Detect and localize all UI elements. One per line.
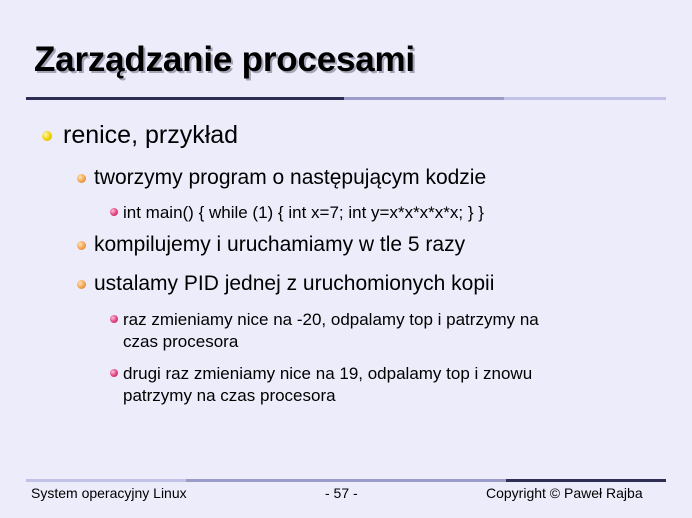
bullet-level3: drugi raz zmieniamy nice na 19, odpalamy top i znowu <box>123 364 533 383</box>
title-underline-light <box>504 97 666 100</box>
bullet-dot-icon <box>110 208 118 216</box>
bullet-dot-icon <box>42 131 52 141</box>
bullet-level3: int main() { while (1) { int x=7; int y=x*x*x*x*x; } } <box>123 203 484 222</box>
bullet-level3: raz zmieniamy nice na -20, odpalamy top i patrzymy na <box>123 310 539 329</box>
bullet-level2: kompilujemy i uruchamiamy w tle 5 razy <box>94 233 466 256</box>
title-underline-mid <box>344 97 504 100</box>
footer-page-number: - 57 - <box>325 485 358 501</box>
bullet-level2: tworzymy program o następującym kodzie <box>94 166 487 189</box>
footer-course: System operacyjny Linux <box>31 485 187 501</box>
bullet-level3-continuation: czas procesora <box>123 332 239 351</box>
bullet-dot-icon <box>77 280 86 289</box>
footer-copyright: Copyright © Paweł Rajba <box>486 485 643 501</box>
bullet-dot-icon <box>77 174 86 183</box>
bullet-level1: renice, przykład <box>63 121 239 149</box>
bullet-level2: ustalamy PID jednej z uruchomionych kopii <box>94 272 495 295</box>
footer-rule-mid <box>186 479 506 482</box>
slide-title: Zarządzanie procesami <box>34 40 415 79</box>
bullet-dot-icon <box>77 241 86 250</box>
bullet-dot-icon <box>110 369 118 377</box>
title-underline-dark <box>26 97 344 100</box>
bullet-level3-continuation: patrzymy na czas procesora <box>123 386 336 405</box>
footer-rule-dark <box>506 479 666 482</box>
footer-rule-light <box>26 479 186 482</box>
bullet-dot-icon <box>110 315 118 323</box>
